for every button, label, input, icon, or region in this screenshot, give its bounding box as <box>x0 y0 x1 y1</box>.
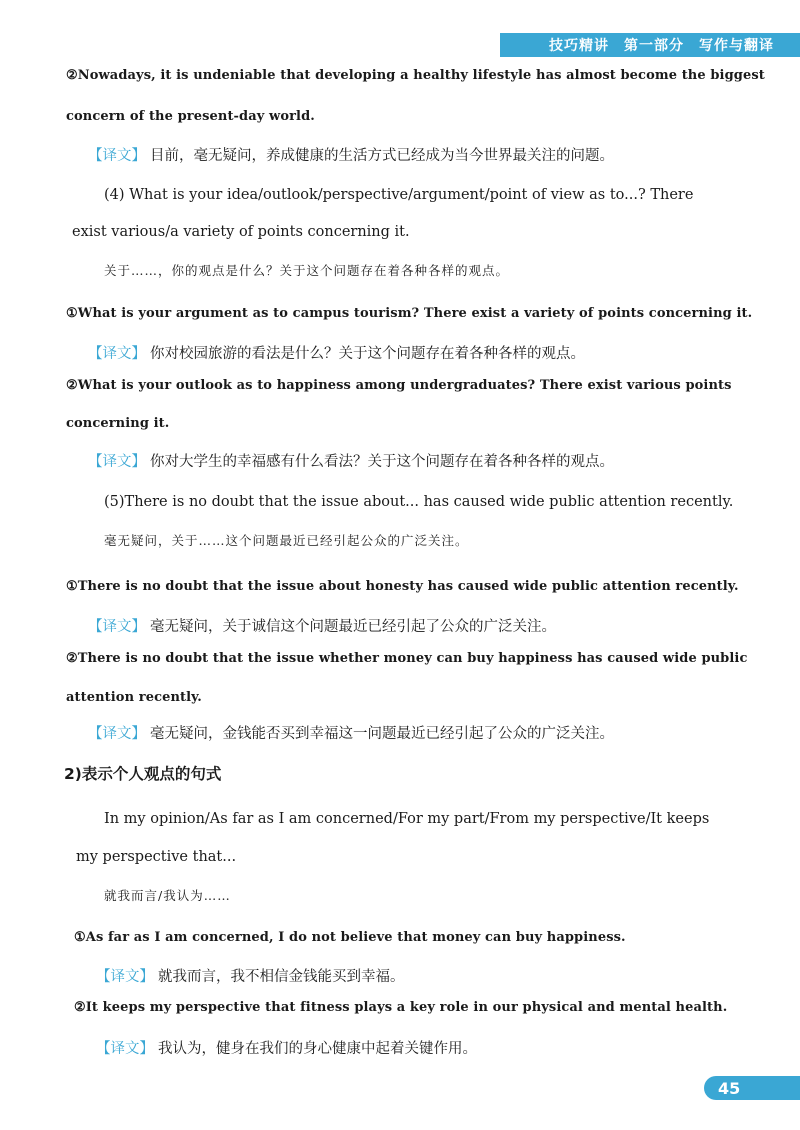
translation-tag: 【译文】 <box>88 619 146 635</box>
translation <box>88 722 614 743</box>
pattern-heading-cont: my perspective that... <box>76 849 237 865</box>
translation-text: 我认为，健身在我们的身心健康中起着关键作用。 <box>158 1041 477 1057</box>
pattern-heading: In my opinion/As far as I am concerned/For my part/From my perspective/It keeps <box>104 811 710 827</box>
translation <box>88 615 556 636</box>
translation-text: 毫无疑问，关于诚信这个问题最近已经引起了公众的广泛关注。 <box>150 619 556 635</box>
pattern-heading: (4) What is your idea/outlook/perspective/argument/point of view as to...? There <box>104 187 694 203</box>
translation <box>88 144 614 165</box>
translation-text: 毫无疑问，金钱能否买到幸福这一问题最近已经引起了公众的广泛关注。 <box>150 726 614 742</box>
translation <box>88 342 585 363</box>
translation-tag: 【译文】 <box>88 726 146 742</box>
translation-tag: 【译文】 <box>96 969 154 985</box>
example-sentence: ②There is no doubt that the issue whether money can buy happiness has caused wide public <box>66 651 748 666</box>
pattern-heading: (5)There is no doubt that the issue about... has caused wide public attention recently. <box>104 494 734 510</box>
pattern-meaning: 毫无疑问，关于……这个问题最近已经引起公众的广泛关注。 <box>104 533 469 548</box>
pattern-heading-cont: exist various/a variety of points concerning it. <box>72 224 410 240</box>
example-sentence: ②It keeps my perspective that fitness plays a key role in our physical and mental health. <box>74 1000 728 1015</box>
example-sentence-cont: concern of the present-day world. <box>66 109 315 124</box>
pattern-meaning: 就我而言/我认为…… <box>104 888 231 903</box>
page-number: 45 <box>704 1076 800 1100</box>
translation-tag: 【译文】 <box>88 346 146 362</box>
translation-tag: 【译文】 <box>96 1041 154 1057</box>
translation-text: 你对大学生的幸福感有什么看法？关于这个问题存在着各种各样的观点。 <box>150 454 614 470</box>
example-sentence: ②Nowadays, it is undeniable that developing a healthy lifestyle has almost become the biggest <box>66 68 765 83</box>
example-sentence-cont: attention recently. <box>66 690 202 705</box>
translation-text: 就我而言，我不相信金钱能买到幸福。 <box>158 969 405 985</box>
section-title: 2)表示个人观点的句式 <box>64 765 222 783</box>
example-sentence: ①What is your argument as to campus tourism? There exist a variety of points concerning it. <box>66 306 753 321</box>
translation <box>96 965 405 986</box>
translation <box>96 1037 477 1058</box>
example-sentence: ①There is no doubt that the issue about honesty has caused wide public attention recently. <box>66 579 739 594</box>
example-sentence: ②What is your outlook as to happiness among undergraduates? There exist various points <box>66 378 732 393</box>
running-header: 技巧精讲 第一部分 写作与翻译 <box>500 33 800 57</box>
translation-text: 你对校园旅游的看法是什么？关于这个问题存在着各种各样的观点。 <box>150 346 585 362</box>
translation-tag: 【译文】 <box>88 148 146 164</box>
pattern-meaning: 关于……，你的观点是什么？关于这个问题存在着各种各样的观点。 <box>104 263 510 278</box>
translation-tag: 【译文】 <box>88 454 146 470</box>
example-sentence: ①As far as I am concerned, I do not believe that money can buy happiness. <box>74 930 626 945</box>
translation-text: 目前，毫无疑问，养成健康的生活方式已经成为当今世界最关注的问题。 <box>150 148 614 164</box>
translation <box>88 450 614 471</box>
example-sentence-cont: concerning it. <box>66 416 170 431</box>
